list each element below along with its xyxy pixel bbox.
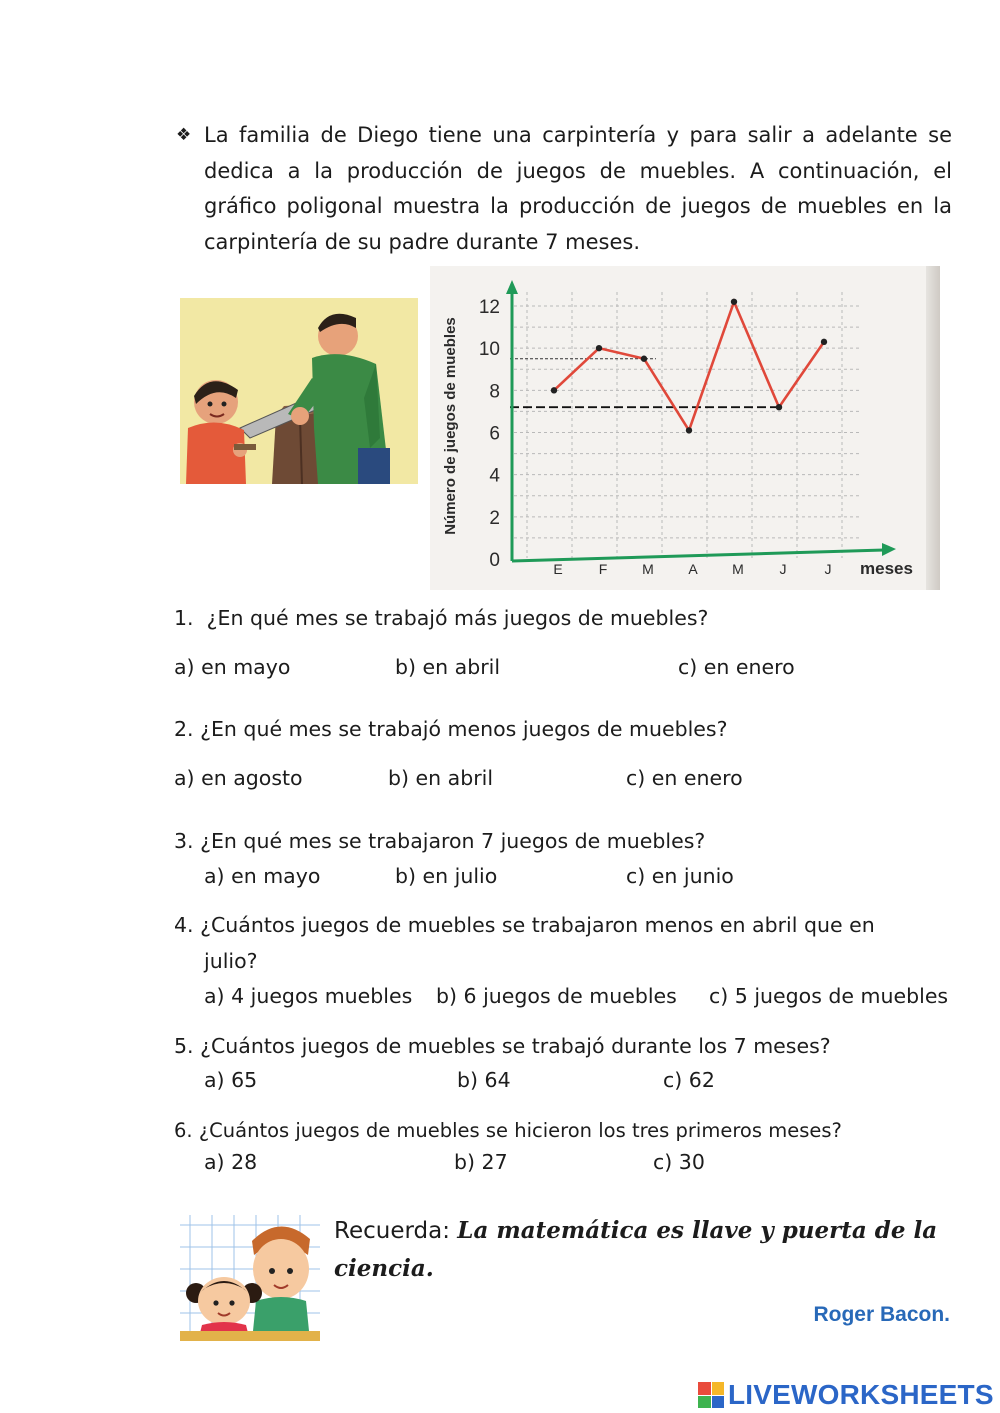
- q2-option-b[interactable]: b) en abril: [388, 766, 494, 790]
- intro-paragraph: [176, 118, 952, 260]
- chart-canvas: [430, 266, 940, 590]
- question-number: 1.: [174, 606, 194, 630]
- x-tick-label: J: [824, 561, 832, 577]
- question-number: 5.: [174, 1034, 194, 1058]
- q3-option-b[interactable]: b) en julio: [395, 864, 498, 888]
- question-text: ¿En qué mes se trabajó más juegos de muebles?: [206, 606, 709, 630]
- q3-option-c[interactable]: c) en junio: [626, 864, 734, 888]
- q5-option-c[interactable]: c) 62: [663, 1068, 715, 1092]
- x-axis-label: meses: [860, 559, 913, 578]
- question-4-continued: julio?: [204, 949, 258, 973]
- production-line-chart: [430, 266, 940, 590]
- y-tick-label: 10: [478, 339, 500, 361]
- q1-option-c[interactable]: c) en enero: [678, 655, 795, 679]
- y-axis-label: Número de juegos de muebles: [442, 317, 459, 535]
- x-tick-label: M: [732, 561, 744, 577]
- brand-name: LIVEWORKSHEETS: [728, 1379, 994, 1410]
- y-axis-arrow-icon: [506, 280, 518, 294]
- y-tick-label: 12: [478, 297, 500, 318]
- bullet-icon: ❖: [176, 125, 192, 145]
- question-text: ¿En qué mes se trabajaron 7 juegos de muebles?: [200, 829, 706, 853]
- y-tick-label: 2: [489, 507, 500, 529]
- x-tick-label: J: [779, 561, 787, 577]
- question-2: [174, 712, 727, 747]
- q4-option-b[interactable]: b) 6 juegos de muebles: [436, 984, 677, 1008]
- question-3: [174, 824, 705, 859]
- data-point: [596, 345, 602, 351]
- liveworksheets-logo-icon: [698, 1382, 724, 1408]
- question-text: ¿Cuántos juegos de muebles se trabajaron menos en abril que en: [200, 913, 875, 937]
- intro-text: La familia de Diego tiene una carpintería y para salir a adelante se dedica a la producción de juegos de muebles. A continuación, el gráfico poligonal muestra la producción de juegos de muebles en la carpintería de su padre durante 7 meses.: [204, 123, 952, 254]
- x-tick-label: F: [598, 561, 608, 577]
- data-points: [551, 299, 827, 434]
- y-tick-label: 8: [489, 381, 500, 403]
- data-point: [641, 356, 647, 362]
- y-tick-labels: [479, 297, 501, 571]
- data-point: [551, 387, 557, 393]
- data-point: [821, 339, 827, 345]
- question-number: 6.: [174, 1119, 193, 1142]
- q2-option-a[interactable]: a) en agosto: [174, 766, 303, 790]
- x-tick-label: A: [688, 561, 698, 577]
- q4-option-c[interactable]: c) 5 juegos de muebles: [709, 984, 949, 1008]
- y-tick-label: 0: [489, 550, 500, 571]
- question-text: ¿En qué mes se trabajó menos juegos de muebles?: [200, 717, 728, 741]
- liveworksheets-brand[interactable]: [698, 1378, 994, 1412]
- data-point: [731, 299, 737, 305]
- chart-guides: [510, 359, 779, 407]
- q1-option-a[interactable]: a) en mayo: [174, 655, 291, 679]
- y-tick-label: 4: [489, 465, 500, 487]
- question-number: 2.: [174, 717, 194, 741]
- q5-option-a[interactable]: a) 65: [204, 1068, 258, 1092]
- q2-option-c[interactable]: c) en enero: [626, 766, 743, 790]
- question-4: [174, 908, 875, 943]
- q5-option-b[interactable]: b) 64: [457, 1068, 511, 1092]
- data-point: [686, 427, 692, 433]
- data-point: [776, 404, 782, 410]
- kids-illustration: [180, 1215, 320, 1341]
- q1-option-b[interactable]: b) en abril: [395, 655, 501, 679]
- q6-option-c[interactable]: c) 30: [653, 1150, 705, 1174]
- question-number: 4.: [174, 913, 194, 937]
- x-axis: [512, 550, 884, 561]
- q6-option-a[interactable]: a) 28: [204, 1150, 258, 1174]
- quote-label: Recuerda:: [334, 1218, 450, 1244]
- x-tick-labels: [553, 561, 831, 577]
- carpentry-illustration: [180, 298, 418, 484]
- y-tick-label: 6: [489, 423, 500, 445]
- quote-block: [334, 1212, 952, 1288]
- question-number: 3.: [174, 829, 194, 853]
- q3-option-a[interactable]: a) en mayo: [204, 864, 321, 888]
- quote-text: La matemática es llave y puerta de la ciencia.: [334, 1217, 938, 1282]
- quote-author: Roger Bacon.: [813, 1303, 950, 1326]
- x-tick-label: E: [553, 561, 563, 577]
- question-5: [174, 1029, 831, 1064]
- x-axis-arrow-icon: [882, 543, 896, 556]
- question-6: [174, 1113, 842, 1148]
- question-1: [174, 601, 708, 636]
- question-text: ¿Cuántos juegos de muebles se hicieron los tres primeros meses?: [198, 1119, 842, 1142]
- x-tick-label: M: [642, 561, 654, 577]
- q4-option-a[interactable]: a) 4 juegos muebles: [204, 984, 413, 1008]
- question-text: ¿Cuántos juegos de muebles se trabajó durante los 7 meses?: [200, 1034, 831, 1058]
- q6-option-b[interactable]: b) 27: [454, 1150, 508, 1174]
